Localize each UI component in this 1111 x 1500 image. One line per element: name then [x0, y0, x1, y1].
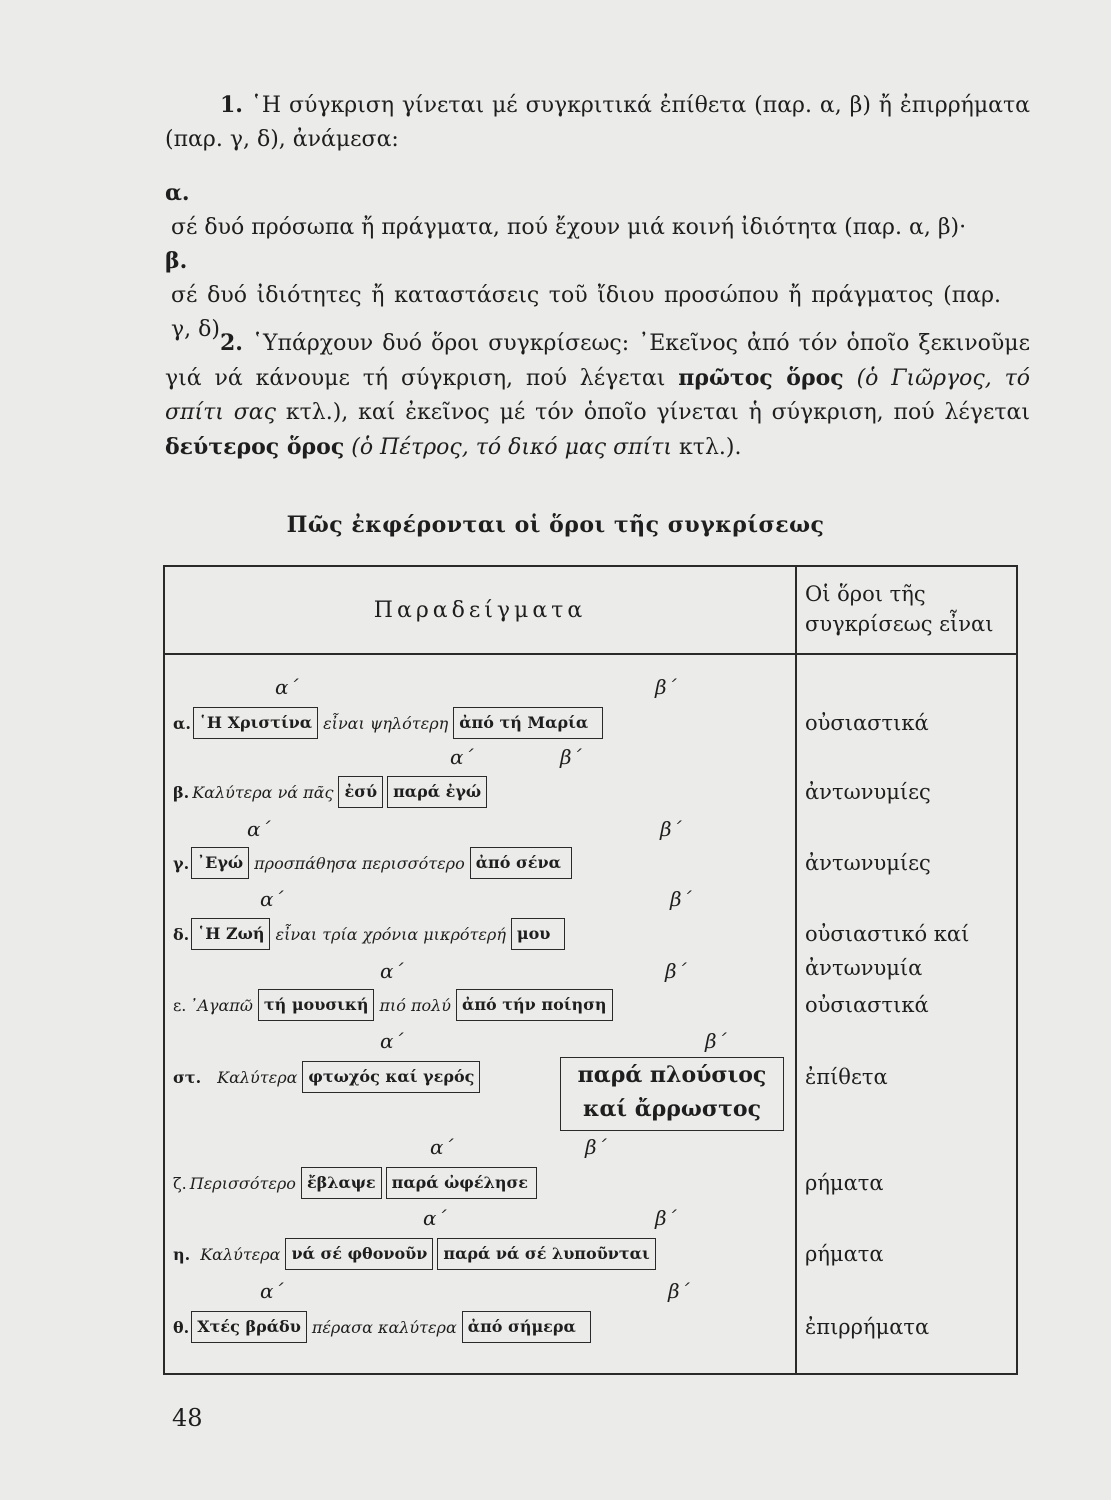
- first-term-box: τή μουσική: [258, 989, 375, 1021]
- result-row-g: ρήματα: [805, 1171, 884, 1195]
- example-row-c: [173, 846, 574, 880]
- first-term-box: ῾Η Ζωή: [191, 918, 270, 950]
- second-term-box: παρά ἐγώ: [387, 776, 487, 808]
- example-row-d: [173, 917, 567, 951]
- connecting-text: πέρασα καλύτερα: [311, 1317, 457, 1337]
- rule-2-text-1: ῾Υπάρχουν δυό ὅροι συγκρίσεως: ᾿Εκεῖνος ἀπό τόν ὁποῖο ξεκινοῦμε γιά νά κάνουμε τή σύγκριση, πού λέγεται: [165, 331, 1030, 391]
- connecting-text: ᾿Αγαπῶ: [189, 995, 253, 1015]
- mark-first: α΄: [275, 675, 299, 699]
- item-a-text: σέ δυό πρόσωπα ἤ πράγματα, πού ἔχουν μιά κοινή ἰδιότητα (παρ. α, β)·: [171, 215, 967, 240]
- second-term-box: ἀπό σένα: [470, 847, 572, 879]
- connecting-text: Περισσότερο: [189, 1173, 296, 1193]
- mark-first: α΄: [430, 1135, 454, 1159]
- rule-2-paragraph: [165, 326, 1030, 465]
- example-row-g: [173, 1166, 539, 1200]
- mark-second: β΄: [585, 1135, 607, 1159]
- row-label: ε.: [173, 995, 187, 1015]
- rule-1-text: ῾Η σύγκριση γίνεται μέ συγκριτικά ἐπίθετα (παρ. α, β) ἤ ἐπιρρήματα (παρ. γ, δ), ἀνάμεσα:: [165, 93, 1031, 152]
- row-label: γ.: [173, 853, 190, 873]
- second-term-box: παρά πλούσιος καί ἄρρωστος: [560, 1057, 784, 1131]
- mark-first: α΄: [450, 745, 474, 769]
- result-row-e: οὐσιαστικά: [805, 993, 929, 1017]
- rule-2-text-2: κτλ.), καί ἐκεῖνος μέ τόν ὁποῖο γίνεται ἡ σύγκριση, πού λέγεται: [285, 400, 1031, 425]
- item-a-label: α.: [165, 180, 190, 206]
- first-term-box: ῾Η Χριστίνα: [193, 707, 318, 739]
- row-label: η.: [173, 1244, 191, 1264]
- row-label: στ.: [173, 1067, 202, 1087]
- mark-second: β΄: [670, 887, 692, 911]
- mark-first: α΄: [247, 817, 271, 841]
- second-term-box: ἀπό σήμερα: [462, 1311, 591, 1343]
- header-examples: Παραδείγματα: [373, 597, 587, 623]
- result-row-c: ἀντωνυμίες: [805, 851, 931, 875]
- result-row-b: ἀντωνυμίες: [805, 780, 931, 804]
- second-term-bold: δεύτερος ὅρος: [165, 434, 345, 460]
- mark-first: α΄: [260, 887, 284, 911]
- comparison-table: [163, 565, 1018, 1375]
- mark-second: β΄: [668, 1279, 690, 1303]
- result-row-d: οὐσιαστικό καί ἀντωνυμία: [805, 922, 970, 980]
- mark-first: α΄: [423, 1206, 447, 1230]
- result-row-f: ἐπίθετα: [805, 1065, 888, 1089]
- row-label: α.: [173, 713, 191, 733]
- row-label: β.: [173, 782, 190, 802]
- connecting-text: Καλύτερα νά πᾶς: [192, 782, 334, 802]
- mark-second: β΄: [655, 1206, 677, 1230]
- rule-1-paragraph: [165, 88, 1030, 157]
- connecting-text: προσπάθησα περισσότερο: [254, 853, 465, 873]
- connecting-text: εἶναι τρία χρόνια μικρότερή: [275, 924, 506, 944]
- item-b-text: σέ δυό ἰδιότητες ἤ καταστάσεις τοῦ ἴδιου προσώπου ἤ πράγματος (παρ. γ, δ).: [171, 283, 1001, 342]
- first-term-box: νά σέ φθονοῦν: [285, 1238, 433, 1270]
- connecting-text: εἶναι ψηλότερη: [323, 713, 449, 733]
- connecting-text: Καλύτερα: [217, 1067, 298, 1087]
- result-row-a: οὐσιαστικά: [805, 711, 929, 735]
- row-label: δ.: [173, 924, 190, 944]
- header-terms: Οἱ ὅροι τῆς συγκρίσεως εἶναι: [805, 582, 994, 636]
- table-divider-horizontal: [165, 653, 1016, 655]
- second-term-box: ἀπό τήν ποίηση: [456, 989, 613, 1021]
- page-number: 48: [172, 1404, 203, 1432]
- second-term-box: παρά νά σέ λυποῦνται: [437, 1238, 655, 1270]
- first-term-box: ἔβλαψε: [301, 1167, 382, 1199]
- item-b-label: β.: [165, 248, 188, 274]
- second-term-box: ἀπό τή Μαρία: [453, 707, 603, 739]
- rule-2-italic-1: (ὁ Γιῶργος, τό σπίτι σας: [165, 366, 1031, 425]
- table-divider-vertical: [795, 567, 797, 1373]
- mark-second: β΄: [660, 817, 682, 841]
- mark-second: β΄: [705, 1029, 727, 1053]
- mark-second: β΄: [655, 675, 677, 699]
- first-term-bold: πρῶτος ὅρος: [678, 365, 844, 391]
- second-term-box: παρά ὠφέλησε: [386, 1167, 537, 1199]
- first-term-box: ἐσύ: [338, 776, 383, 808]
- example-row-f: [173, 1060, 482, 1094]
- connecting-text: πιό πολύ: [379, 995, 452, 1015]
- rule-1-item-a: [165, 176, 1030, 245]
- example-row-b: [173, 775, 489, 809]
- example-row-h: [173, 1237, 658, 1271]
- mark-second: β΄: [560, 745, 582, 769]
- result-row-i: ἐπιρρήματα: [805, 1315, 930, 1339]
- rule-2-number: 2.: [220, 330, 243, 356]
- mark-second: β΄: [665, 959, 687, 983]
- first-term-box: Χτές βράδυ: [191, 1311, 307, 1343]
- example-row-e: [173, 988, 615, 1022]
- mark-first: α΄: [380, 959, 404, 983]
- rule-2-italic-2: (ὁ Πέτρος, τό δικό μας σπίτι: [351, 435, 673, 460]
- example-row-i: [173, 1310, 593, 1344]
- table-title: Πῶς ἐκφέρονται οἱ ὅροι τῆς συγκρίσεως: [286, 512, 825, 538]
- second-term-box: μου: [511, 918, 565, 950]
- mark-first: α΄: [380, 1029, 404, 1053]
- row-label: ζ.: [173, 1173, 187, 1193]
- result-row-h: ρήματα: [805, 1242, 884, 1266]
- row-label: θ.: [173, 1317, 190, 1337]
- first-term-box: ᾿Εγώ: [191, 847, 249, 879]
- rule-2-text-3: κτλ.).: [679, 435, 742, 460]
- mark-first: α΄: [260, 1279, 284, 1303]
- connecting-text: Καλύτερα: [200, 1244, 281, 1264]
- first-term-box: φτωχός καί γερός: [302, 1061, 480, 1093]
- example-row-a: [173, 706, 605, 740]
- rule-1-number: 1.: [220, 92, 243, 118]
